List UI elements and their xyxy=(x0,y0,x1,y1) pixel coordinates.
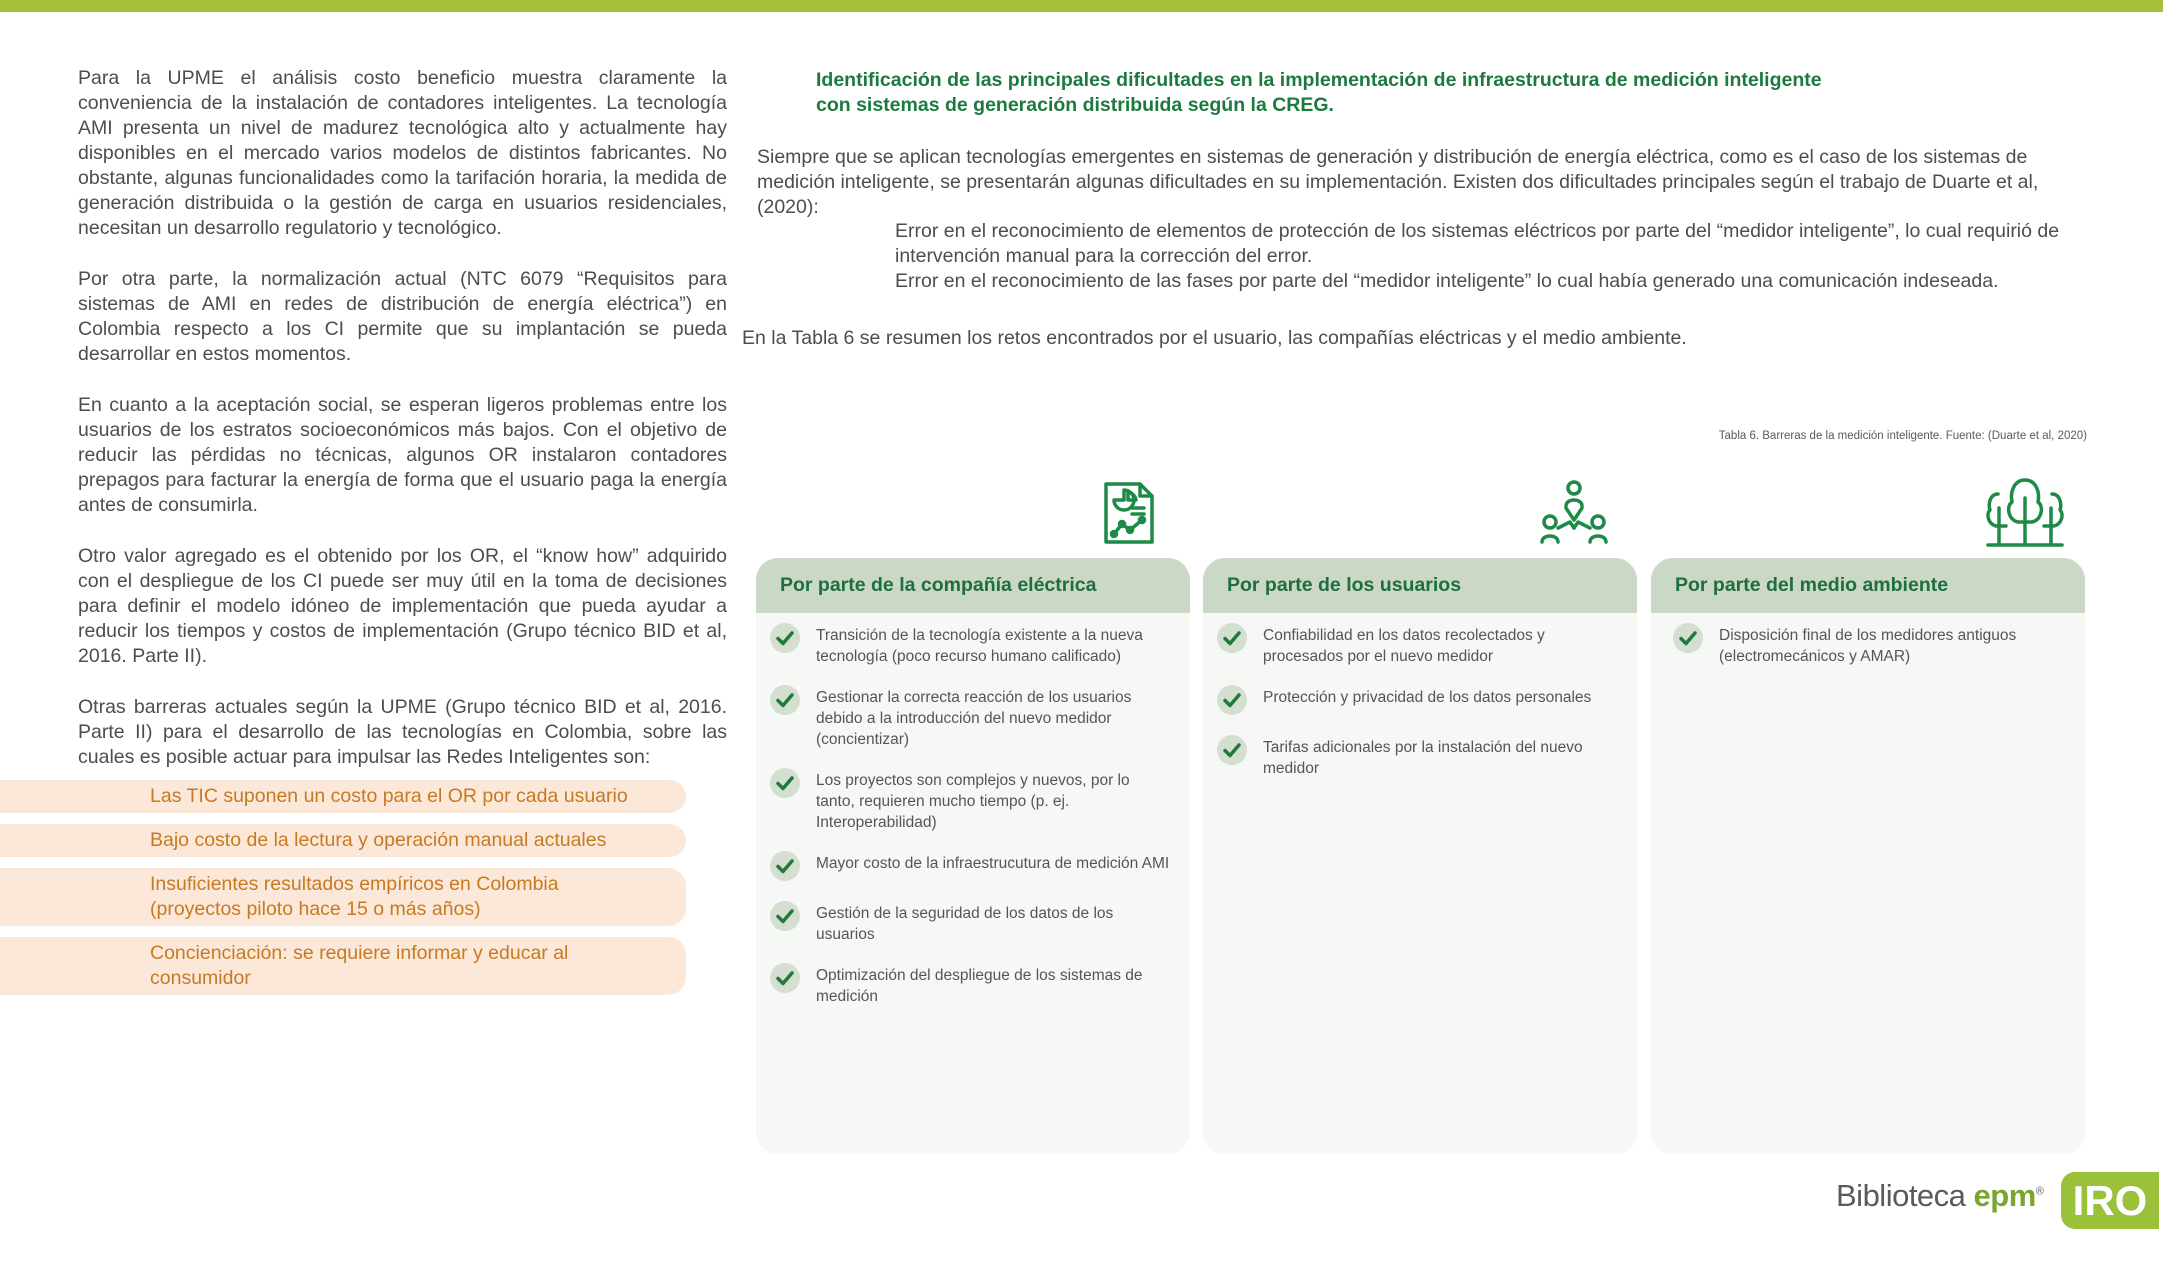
barrier-item xyxy=(0,937,686,995)
list-item-text: Gestionar la correcta reacción de los usuarios debido a la introducción del nuevo medidor (concientizar) xyxy=(816,689,1132,748)
intro-paragraph: Siempre que se aplican tecnologías emergentes en sistemas de generación y distribución de energía eléctrica, como es el caso de los sistemas de medición inteligente, se presentarán algunas dificultades en su implementación. Existen dos dificultades principales según el trabajo de Duarte et al, (2020): xyxy=(757,146,2039,218)
check-icon xyxy=(1673,623,1703,653)
paragraph-other-barriers: Otras barreras actuales según la UPME (Grupo técnico BID et al, 2016. Parte II) para el desarrollo de las tecnologías en Colombia, sobre las cuales es posible actuar para impulsar las Redes Inteligentes son: xyxy=(78,696,727,768)
left-column xyxy=(78,66,727,796)
panel-list xyxy=(1651,613,2085,667)
barrier-item xyxy=(0,868,686,926)
panel-title: Por parte del medio ambiente xyxy=(1651,558,2085,613)
check-icon xyxy=(770,963,800,993)
list-item-text: Protección y privacidad de los datos personales xyxy=(1263,689,1592,706)
paragraph-added-value: Otro valor agregado es el obtenido por los OR, el “know how” adquirido con el despliegue de los CI puede ser muy útil en la toma de decisiones para definir el modelo idóneo de implementación que pueda ayudar a reducir los tiempos y costos de implementación (Grupo técnico BID et al, 2016. Parte II). xyxy=(78,545,727,667)
list-item xyxy=(770,625,1172,667)
brand-logo xyxy=(1836,1178,2043,1214)
barrier-text: (proyectos piloto hace 15 o más años) xyxy=(150,898,481,920)
list-item xyxy=(1217,687,1619,717)
barrier-item xyxy=(0,780,686,813)
heading-line: con sistemas de generación distribuida según la CREG. xyxy=(816,94,1334,116)
barrier-item xyxy=(0,824,686,857)
paragraph-normalization: Por otra parte, la normalización actual (NTC 6079 “Requisitos para sistemas de AMI en redes de distribución de energía eléctrica”) en Colombia respecto a los CI permite que su implantación se pueda desarrollar en estos momentos. xyxy=(78,268,727,365)
list-item xyxy=(1217,625,1619,667)
paragraph-upme-analysis: Para la UPME el análisis costo beneficio muestra claramente la conveniencia de la instalación de contadores inteligentes. La tecnología AMI presenta un nivel de madurez tecnológica alto y actualmente hay disponibles en el mercado varios modelos de distintos fabricantes. No obstante, algunas funcionalidades como la tarifación horaria, la medida de generación distribuida o la gestión de carga en usuarios residenciales, necesitan un desarrollo regulatorio y tecnológico. xyxy=(78,67,727,239)
barrier-text: Las TIC suponen un costo para el OR por cada usuario xyxy=(150,785,628,807)
paragraph-social-acceptance: En cuanto a la aceptación social, se esperan ligeros problemas entre los usuarios de los estratos socioeconómicos más bajos. Con el objetivo de reducir las pérdidas no técnicas, algunos OR instalaron contadores prepagos para facturar la energía de forma que el usuario paga la energía antes de consumirla. xyxy=(78,394,727,516)
list-item xyxy=(770,853,1172,883)
check-icon xyxy=(770,623,800,653)
barrier-list xyxy=(0,780,686,1006)
list-item xyxy=(770,770,1172,833)
panel-environment xyxy=(1651,558,2085,1154)
panel-electric-company xyxy=(756,558,1190,1154)
top-accent-bar xyxy=(0,0,2163,12)
table-caption: Tabla 6. Barreras de la medición inteligente. Fuente: (Duarte et al, 2020) xyxy=(1718,430,2087,442)
panel-list xyxy=(756,613,1190,1007)
table-intro: En la Tabla 6 se resumen los retos encontrados por el usuario, las compañías eléctricas y el medio ambiente. xyxy=(742,327,1687,349)
brand-mark: ® xyxy=(2035,1185,2044,1198)
check-icon xyxy=(770,768,800,798)
list-item-text: Disposición final de los medidores antiguos (electromecánicos y AMAR) xyxy=(1719,627,2017,665)
difficulty-item: Error en el reconocimiento de las fases por parte del “medidor inteligente” lo cual había generado una comunicación indeseada. xyxy=(895,270,1999,292)
people-hands-icon xyxy=(1538,478,1610,553)
check-icon xyxy=(770,685,800,715)
list-item-text: Los proyectos son complejos y nuevos, por lo tanto, requieren mucho tiempo (p. ej. Interoperabilidad) xyxy=(816,772,1130,831)
difficulty-item: Error en el reconocimiento de elementos de protección de los sistemas eléctricos por parte del “medidor inteligente”, lo cual requirió de intervención manual para la corrección del error. xyxy=(895,220,2060,267)
panel-title: Por parte de la compañía eléctrica xyxy=(756,558,1190,613)
list-item-text: Optimización del despliegue de los sistemas de medición xyxy=(816,967,1143,1005)
barrier-text: Bajo costo de la lectura y operación manual actuales xyxy=(150,829,607,851)
list-item xyxy=(1217,737,1619,779)
check-icon xyxy=(770,851,800,881)
check-icon xyxy=(1217,685,1247,715)
brand-prefix: Biblioteca xyxy=(1836,1178,1974,1213)
report-chart-icon xyxy=(1092,478,1162,553)
list-item-text: Tarifas adicionales por la instalación del nuevo medidor xyxy=(1263,739,1583,777)
check-icon xyxy=(1217,623,1247,653)
section-heading xyxy=(816,68,1916,118)
list-item-text: Gestión de la seguridad de los datos de los usuarios xyxy=(816,905,1114,943)
heading-line: Identificación de las principales dificultades en la implementación de infraestructura de medición inteligente xyxy=(816,69,1822,91)
barrier-text: Concienciación: se requiere informar y educar al consumidor xyxy=(150,942,569,989)
difficulties-list xyxy=(895,219,2087,294)
list-item xyxy=(770,903,1172,945)
panel-list xyxy=(1203,613,1637,779)
list-item xyxy=(1665,625,2067,667)
list-item xyxy=(770,687,1172,750)
section-tag: IRO xyxy=(2061,1172,2159,1229)
list-item-text: Mayor costo de la infraestrucutura de medición AMI xyxy=(816,855,1170,872)
list-item-text: Transición de la tecnología existente a la nueva tecnología (poco recurso humano calificado) xyxy=(816,627,1143,665)
check-icon xyxy=(1217,735,1247,765)
list-item xyxy=(770,965,1172,1007)
brand-name: epm xyxy=(1973,1178,2036,1213)
barrier-text: Insuficientes resultados empíricos en Colombia xyxy=(150,873,559,895)
check-icon xyxy=(770,901,800,931)
trees-icon xyxy=(1984,476,2066,555)
panel-title: Por parte de los usuarios xyxy=(1203,558,1637,613)
panel-users xyxy=(1203,558,1637,1154)
list-item-text: Confiabilidad en los datos recolectados y procesados por el nuevo medidor xyxy=(1263,627,1545,665)
